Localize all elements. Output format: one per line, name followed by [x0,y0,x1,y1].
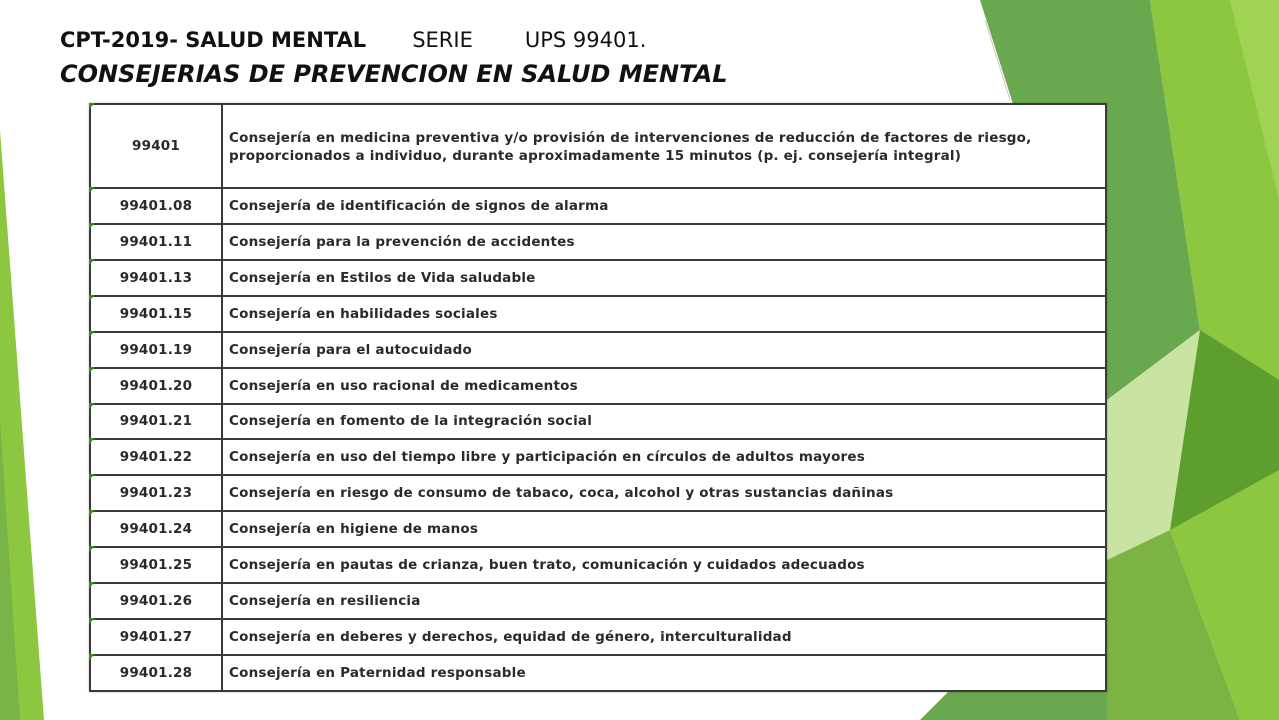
row-code: 99401.20 [90,368,222,404]
row-code: 99401.27 [90,619,222,655]
row-code: 99401.23 [90,475,222,511]
table-row [90,368,1106,404]
row-description: Consejería en Estilos de Vida saludable [222,260,1106,296]
cpt-codes-table [89,103,1107,692]
table-body [90,104,1106,691]
title-ups: UPS 99401. [524,28,647,52]
row-description: Consejería para la prevención de accidentes [222,224,1106,260]
row-description: Consejería en pautas de crianza, buen trato, comunicación y cuidados adecuados [222,547,1106,583]
row-code: 99401.25 [90,547,222,583]
row-code: 99401.19 [90,332,222,368]
table-row [90,104,1106,188]
row-description: Consejería en resiliencia [222,583,1106,619]
table-row [90,332,1106,368]
title-serie: SERIE [412,28,473,52]
table-row [90,475,1106,511]
table-row [90,439,1106,475]
row-code: 99401.28 [90,655,222,691]
row-description: Consejería de identificación de signos de alarma [222,188,1106,224]
table-row [90,655,1106,691]
row-code: 99401.13 [90,260,222,296]
row-code: 99401.11 [90,224,222,260]
row-description: Consejería en medicina preventiva y/o provisión de intervenciones de reducción de factores de riesgo, proporcionados a individuo, durante aproximadamente 15 minutos (p. ej. consejería integral) [222,104,1106,188]
title-main: CPT-2019- SALUD MENTAL [60,28,367,52]
row-description: Consejería en higiene de manos [222,511,1106,547]
row-description: Consejería en fomento de la integración social [222,404,1106,440]
table-row [90,583,1106,619]
table-row [90,511,1106,547]
row-description: Consejería en uso racional de medicamentos [222,368,1106,404]
row-code: 99401.22 [90,439,222,475]
table-row [90,619,1106,655]
row-description: Consejería en Paternidad responsable [222,655,1106,691]
row-description: Consejería en uso del tiempo libre y participación en círculos de adultos mayores [222,439,1106,475]
row-code: 99401.15 [90,296,222,332]
row-code: 99401 [90,104,222,188]
row-description: Consejería para el autocuidado [222,332,1106,368]
table-row [90,224,1106,260]
table-row [90,547,1106,583]
row-code: 99401.26 [90,583,222,619]
table-row [90,260,1106,296]
table-row [90,404,1106,440]
table-row [90,296,1106,332]
page-subtitle: CONSEJERIAS DE PREVENCION EN SALUD MENTAL [60,60,728,88]
row-description: Consejería en habilidades sociales [222,296,1106,332]
row-description: Consejería en deberes y derechos, equidad de género, interculturalidad [222,619,1106,655]
row-code: 99401.24 [90,511,222,547]
row-code: 99401.21 [90,404,222,440]
table-row [90,188,1106,224]
row-code: 99401.08 [90,188,222,224]
row-description: Consejería en riesgo de consumo de tabaco, coca, alcohol y otras sustancias dañinas [222,475,1106,511]
cpt-codes-table-container [89,103,1107,692]
page-title [60,28,646,52]
